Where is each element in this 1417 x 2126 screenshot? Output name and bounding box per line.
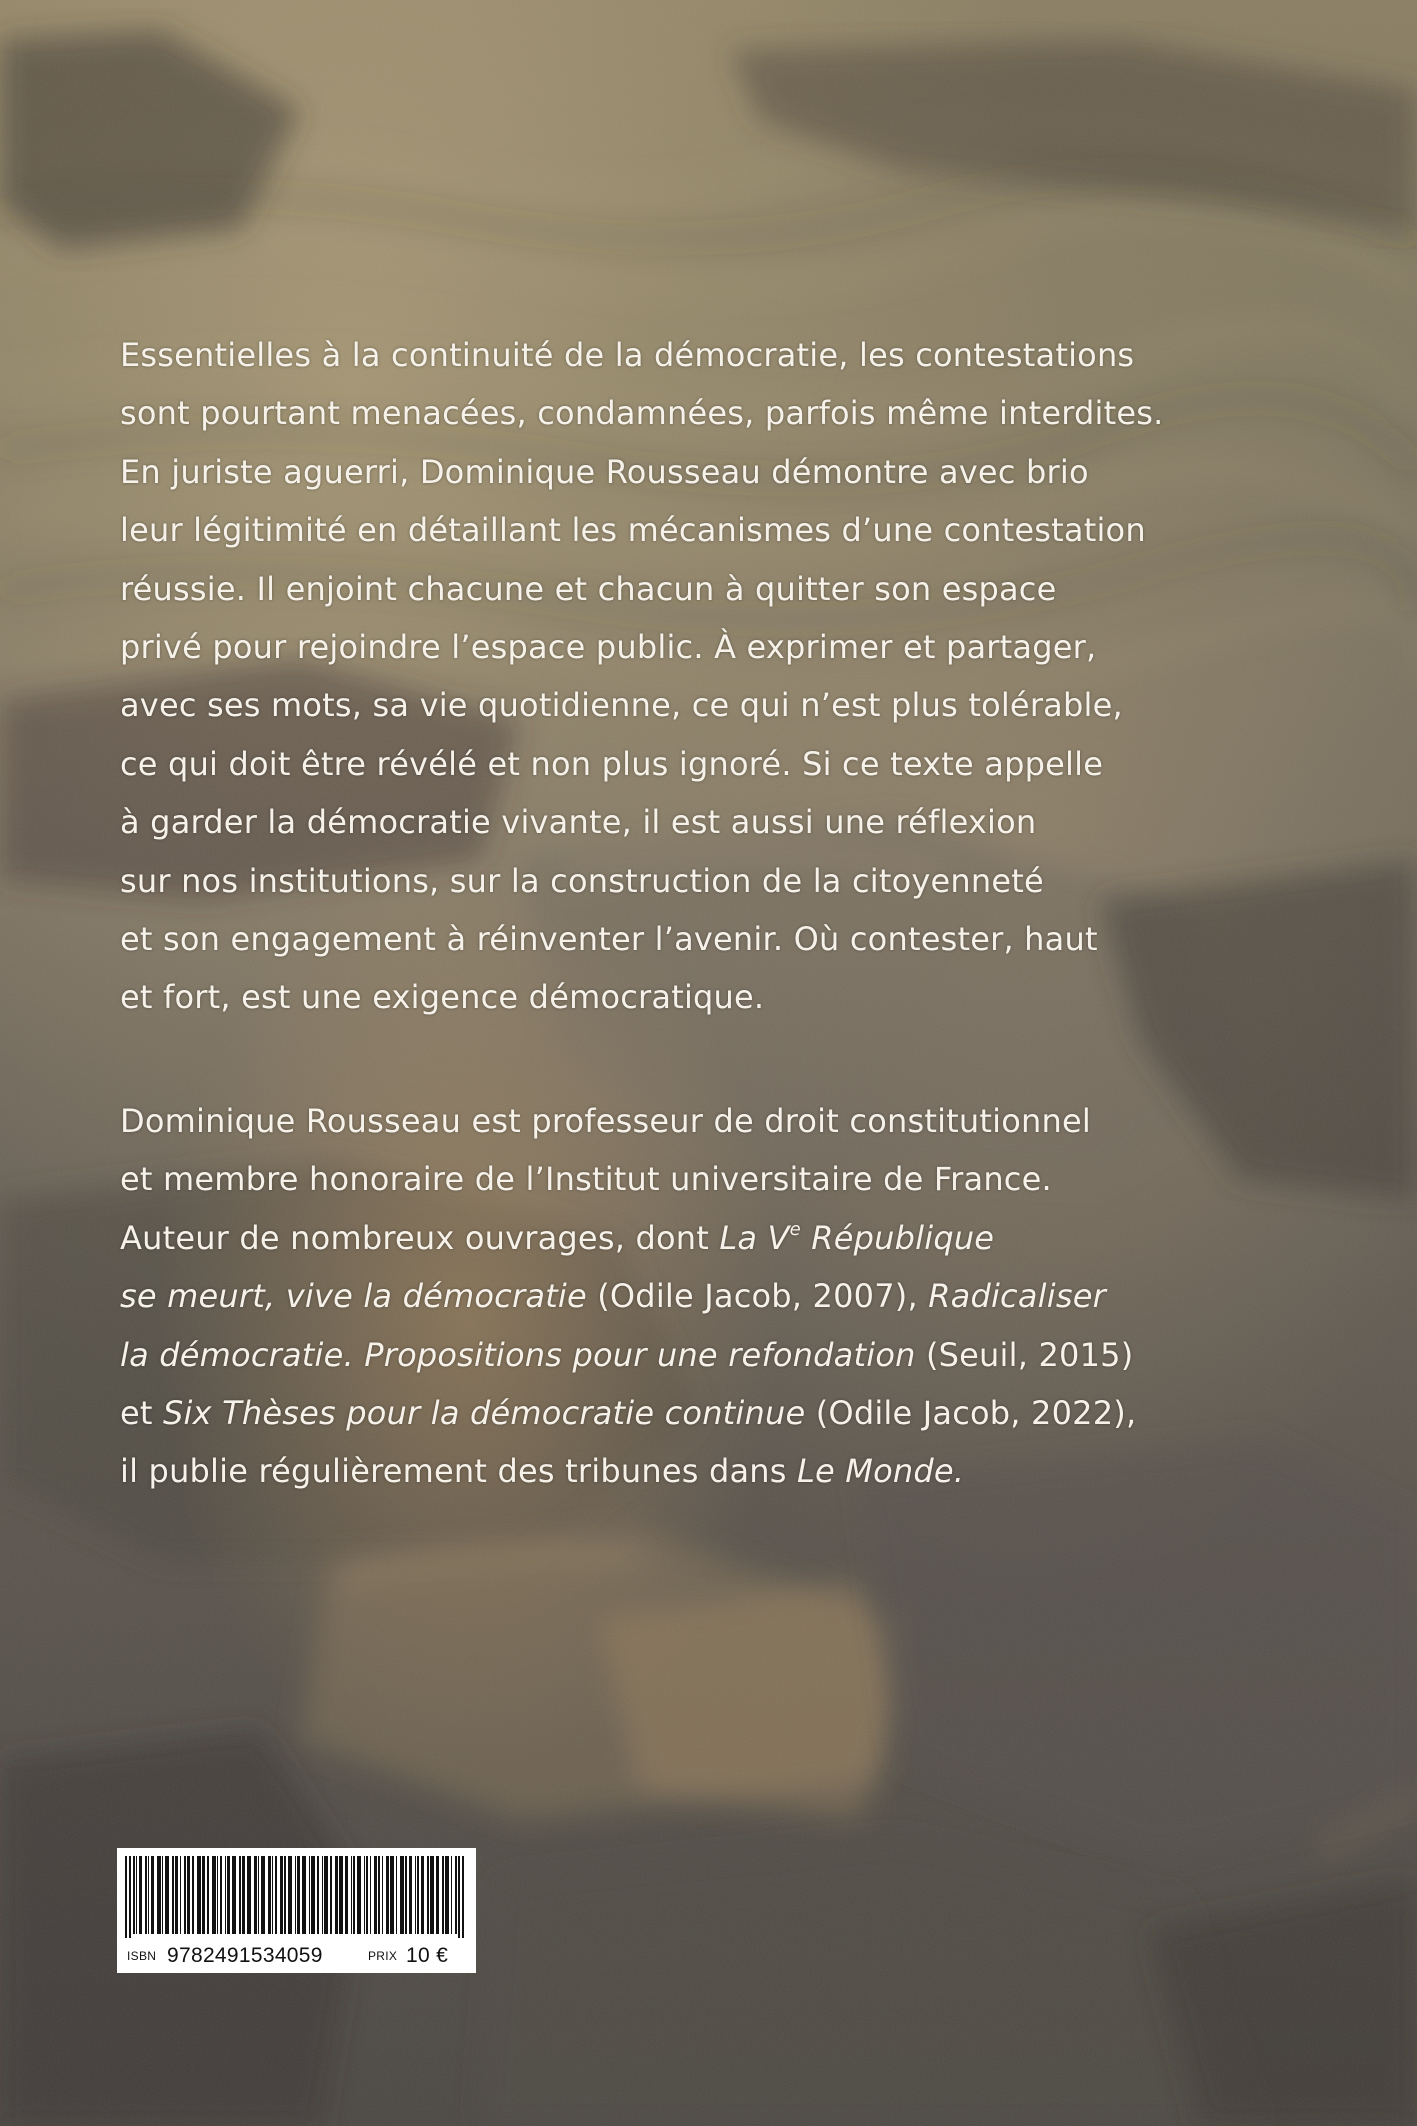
barcode-bar xyxy=(175,1856,178,1934)
barcode-bar xyxy=(357,1856,361,1934)
barcode-bar xyxy=(139,1856,142,1934)
barcode-bars xyxy=(117,1848,476,1940)
barcode-bar xyxy=(295,1856,296,1934)
barcode-bar xyxy=(187,1856,190,1934)
barcode-bar xyxy=(451,1856,452,1934)
bio-text: et xyxy=(120,1394,164,1433)
barcode-bar xyxy=(309,1856,310,1934)
book-title-italic: Radicaliser xyxy=(928,1277,1106,1316)
barcode-bar xyxy=(421,1856,424,1934)
isbn-label: ISBN xyxy=(127,1949,157,1963)
blurb-line: sur nos institutions, sur la construction de la citoyenneté xyxy=(120,861,1044,900)
book-title-italic: la démocratie. Propositions pour une refondation xyxy=(120,1335,916,1374)
barcode-bar xyxy=(436,1856,439,1934)
barcode-bar xyxy=(272,1856,273,1934)
barcode-caption xyxy=(117,1940,476,1973)
book-title-italic: Six Thèses pour la démocratie continue xyxy=(163,1394,806,1433)
barcode-bar xyxy=(405,1856,407,1934)
barcode-bar xyxy=(390,1856,394,1934)
barcode-bar xyxy=(462,1856,464,1938)
blurb-line: à garder la démocratie vivante, il est aussi une réflexion xyxy=(120,803,1037,842)
barcode-bar xyxy=(129,1856,131,1938)
barcode-bar xyxy=(400,1856,404,1934)
book-title-part: La V xyxy=(719,1218,790,1257)
barcode-bar xyxy=(374,1856,377,1934)
barcode-bar xyxy=(302,1856,306,1934)
barcode-bar xyxy=(353,1856,355,1934)
barcode-bar xyxy=(370,1856,371,1934)
blurb-line: Essentielles à la continuité de la démocratie, les contestations xyxy=(120,336,1135,374)
bio-line: et membre honoraire de l’Institut universitaire de France. xyxy=(120,1160,1052,1199)
barcode-bar xyxy=(207,1856,209,1934)
bio-line: Dominique Rousseau est professeur de droit constitutionnel xyxy=(120,1102,1091,1140)
barcode-bar xyxy=(165,1856,169,1934)
bio-line xyxy=(120,1209,1300,1267)
barcode-bar xyxy=(227,1856,230,1934)
newspaper-title-italic: Le Monde. xyxy=(797,1452,965,1491)
barcode-bar xyxy=(455,1856,457,1934)
blurb-line: et fort, est une exigence démocratique. xyxy=(120,978,765,1017)
barcode-bar xyxy=(458,1856,460,1938)
barcode-bar xyxy=(136,1856,137,1934)
barcode-bar xyxy=(345,1856,348,1934)
barcode-bar xyxy=(184,1856,186,1934)
bio-line xyxy=(120,1326,1300,1384)
bio-line xyxy=(120,1384,1300,1442)
barcode-bar xyxy=(317,1856,319,1934)
barcode-bar xyxy=(151,1856,154,1934)
barcode-bar xyxy=(202,1856,205,1934)
barcode-bar xyxy=(145,1856,147,1934)
barcode-bar xyxy=(339,1856,343,1934)
barcode-bar xyxy=(197,1856,201,1934)
barcode-bar xyxy=(409,1856,412,1934)
bio-text: (Odile Jacob, 2007), xyxy=(586,1277,929,1316)
barcode-bar xyxy=(324,1856,328,1934)
barcode-bar xyxy=(268,1856,271,1934)
barcode-bar xyxy=(125,1856,127,1938)
barcode-bar xyxy=(242,1856,245,1934)
barcode-bar xyxy=(280,1856,283,1934)
barcode-bar xyxy=(364,1856,365,1934)
barcode-bar xyxy=(288,1856,292,1934)
book-title-italic xyxy=(719,1219,994,1257)
blurb-line: réussie. Il enjoint chacune et chacun à quitter son espace xyxy=(120,569,1057,608)
bio-line xyxy=(120,1267,1300,1325)
barcode-bar xyxy=(297,1856,300,1934)
barcode-bar xyxy=(133,1856,135,1934)
price-label: PRIX xyxy=(368,1949,398,1963)
blurb-paragraph xyxy=(120,326,1300,1027)
barcode-bar xyxy=(247,1856,251,1934)
barcode-bar xyxy=(396,1856,397,1934)
barcode-bar xyxy=(157,1856,161,1934)
blurb-line: leur légitimité en détaillant les mécanismes d’une contestation xyxy=(120,511,1146,550)
blurb-line: sont pourtant menacées, condamnées, parfois même interdites. xyxy=(120,394,1164,433)
bio-text: (Odile Jacob, 2022), xyxy=(805,1394,1137,1433)
barcode-bar xyxy=(212,1856,216,1934)
barcode-bar xyxy=(386,1856,389,1934)
barcode-bar xyxy=(261,1856,265,1934)
barcode-bar xyxy=(258,1856,259,1934)
superscript-e: e xyxy=(789,1218,801,1240)
barcode-bar xyxy=(172,1856,174,1934)
barcode-bar xyxy=(284,1856,286,1934)
barcode-bar xyxy=(417,1856,419,1934)
blurb-line: et son engagement à réinventer l’avenir. Où contester, haut xyxy=(120,920,1098,959)
barcode-bar xyxy=(232,1856,236,1934)
blurb-line: En juriste aguerri, Dominique Rousseau démontre avec brio xyxy=(120,452,1089,491)
barcode-bar xyxy=(148,1856,149,1934)
barcode-bar xyxy=(239,1856,241,1934)
barcode-bar xyxy=(445,1856,449,1934)
blurb-line: privé pour rejoindre l’espace public. À exprimer et partager, xyxy=(120,628,1097,667)
barcode-bar xyxy=(427,1856,429,1934)
bio-text: (Seuil, 2015) xyxy=(915,1335,1134,1374)
barcode-bar xyxy=(415,1856,416,1934)
barcode-bar xyxy=(220,1856,222,1934)
isbn-number: 9782491534059 xyxy=(167,1944,323,1967)
book-title-part: République xyxy=(800,1218,995,1257)
bio-text: il publie régulièrement des tribunes dans xyxy=(120,1452,797,1491)
book-title-italic: se meurt, vive la démocratie xyxy=(120,1277,587,1316)
barcode-bar xyxy=(254,1856,257,1934)
barcode-bar xyxy=(351,1856,352,1934)
barcode-bar xyxy=(430,1856,434,1934)
barcode-bar xyxy=(378,1856,380,1934)
bio-line xyxy=(120,1442,1300,1500)
bio-text: Auteur de nombreux ouvrages, dont xyxy=(120,1218,720,1257)
author-bio-paragraph xyxy=(120,1092,1300,1501)
barcode-bar xyxy=(162,1856,163,1934)
price-value: 10 € xyxy=(406,1944,449,1967)
barcode-bar xyxy=(275,1856,277,1934)
barcode-bar xyxy=(322,1856,323,1934)
barcode-bar xyxy=(330,1856,332,1934)
blurb-line: avec ses mots, sa vie quotidienne, ce qui n’est plus tolérable, xyxy=(120,686,1123,725)
barcode-bar xyxy=(192,1856,194,1934)
barcode-bar xyxy=(217,1856,218,1934)
barcode-bar xyxy=(366,1856,368,1934)
barcode-bar xyxy=(180,1856,181,1934)
barcode-bar xyxy=(311,1856,315,1934)
barcode-bar xyxy=(442,1856,444,1934)
barcode-bar xyxy=(335,1856,338,1934)
barcode-bar xyxy=(225,1856,226,1934)
barcode-label xyxy=(117,1848,476,1973)
barcode-bar xyxy=(382,1856,383,1934)
blurb-line: ce qui doit être révélé et non plus ignoré. Si ce texte appelle xyxy=(120,744,1104,783)
